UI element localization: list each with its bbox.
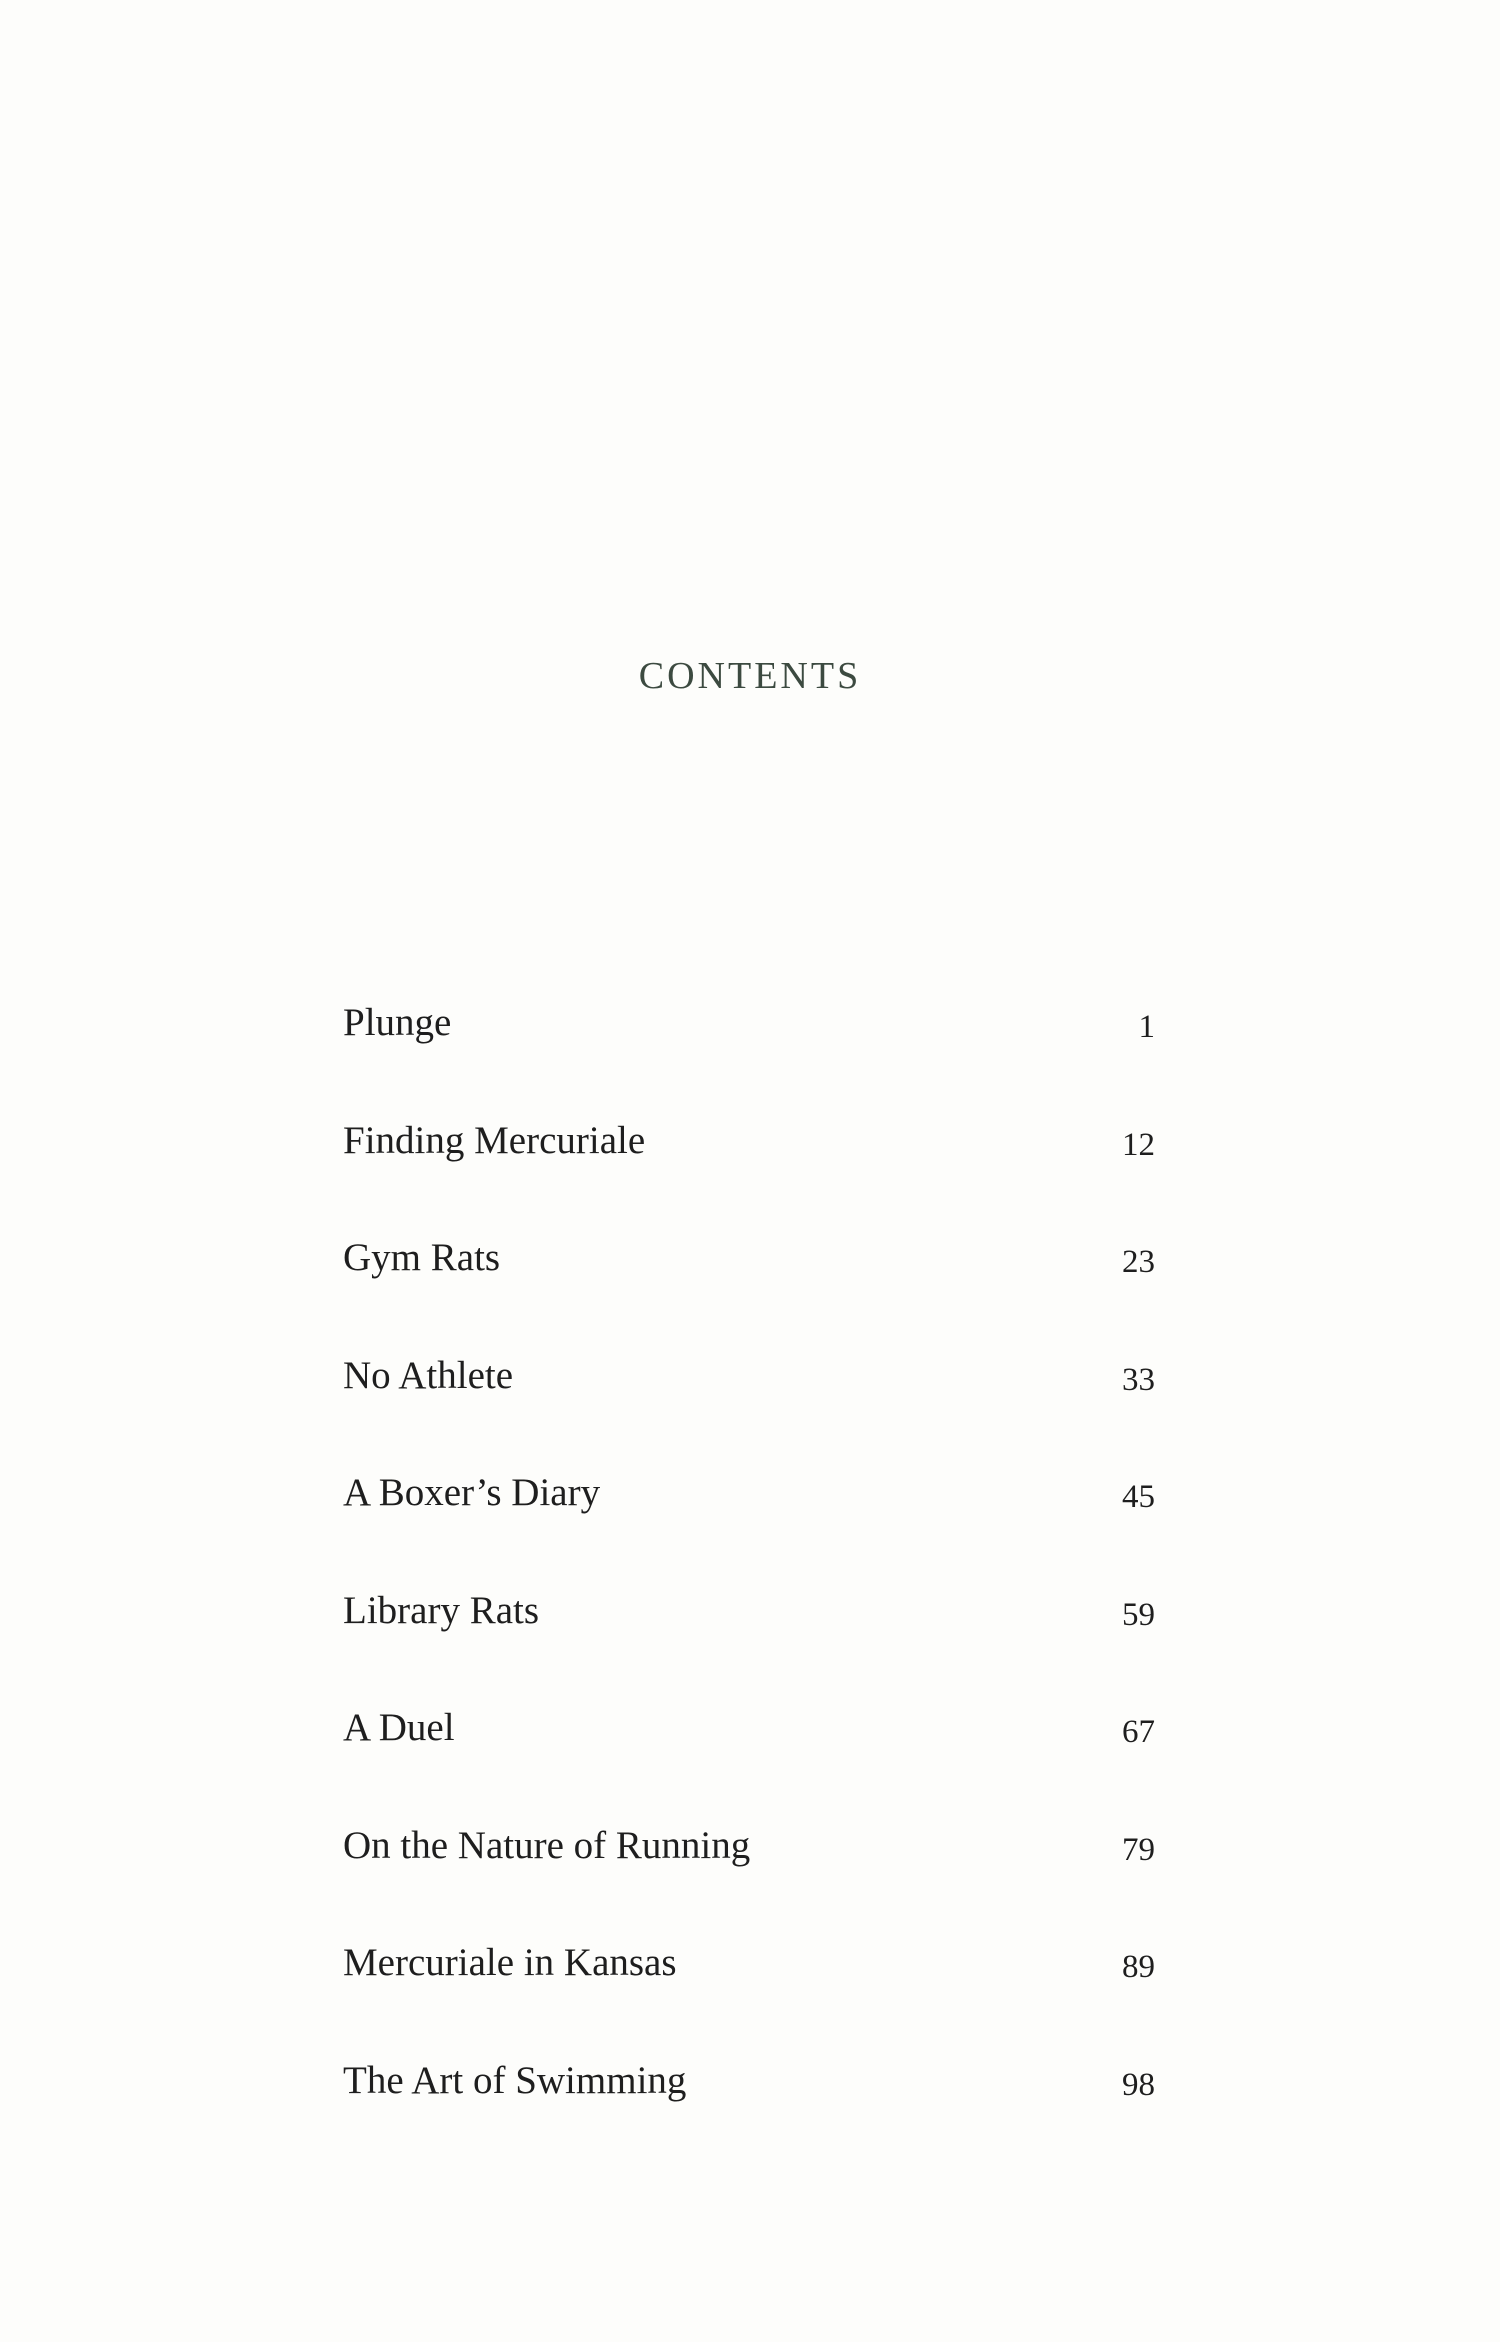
toc-entry: [343, 1343, 1155, 1461]
toc-entry-title: No Athlete: [343, 1353, 514, 1397]
toc-entry: [343, 1225, 1155, 1343]
toc-entry-page: 23: [1122, 1244, 1155, 1280]
toc-entry-title: Finding Mercuriale: [343, 1118, 646, 1162]
toc-entry-page: 1: [1138, 1009, 1155, 1045]
toc-entry-title: The Art of Swimming: [343, 2058, 687, 2102]
contents-heading: CONTENTS: [638, 655, 862, 697]
toc-entry-page: 89: [1122, 1949, 1155, 1985]
toc-entry-title: Plunge: [343, 1001, 452, 1044]
toc-entry: [343, 1813, 1155, 1931]
toc-entry-title: A Duel: [343, 1706, 455, 1749]
toc-entry: [343, 1578, 1155, 1696]
toc-entry-title: Library Rats: [343, 1588, 540, 1632]
toc-entry-title: Gym Rats: [343, 1236, 501, 1279]
toc-entry-page: 79: [1122, 1831, 1155, 1868]
toc-entry-page: 67: [1122, 1714, 1155, 1750]
toc-entry-page: 33: [1122, 1361, 1155, 1398]
toc-entry: [343, 1930, 1155, 2048]
toc-entry-page: 59: [1122, 1596, 1155, 1633]
toc-entry-title: Mercuriale in Kansas: [343, 1941, 677, 1984]
toc-entry: [343, 1108, 1155, 1226]
toc-entry: [343, 2048, 1155, 2166]
toc-entry-page: 45: [1122, 1479, 1155, 1515]
toc-entry-page: 12: [1122, 1126, 1155, 1163]
toc-entry-title: A Boxer’s Diary: [343, 1471, 601, 1514]
toc-entry-page: 98: [1122, 2066, 1155, 2103]
table-of-contents: [343, 990, 1155, 2165]
toc-entry: [343, 1695, 1155, 1813]
toc-entry: [343, 1460, 1155, 1578]
toc-entry: [343, 990, 1155, 1108]
toc-entry-title: On the Nature of Running: [343, 1823, 751, 1867]
